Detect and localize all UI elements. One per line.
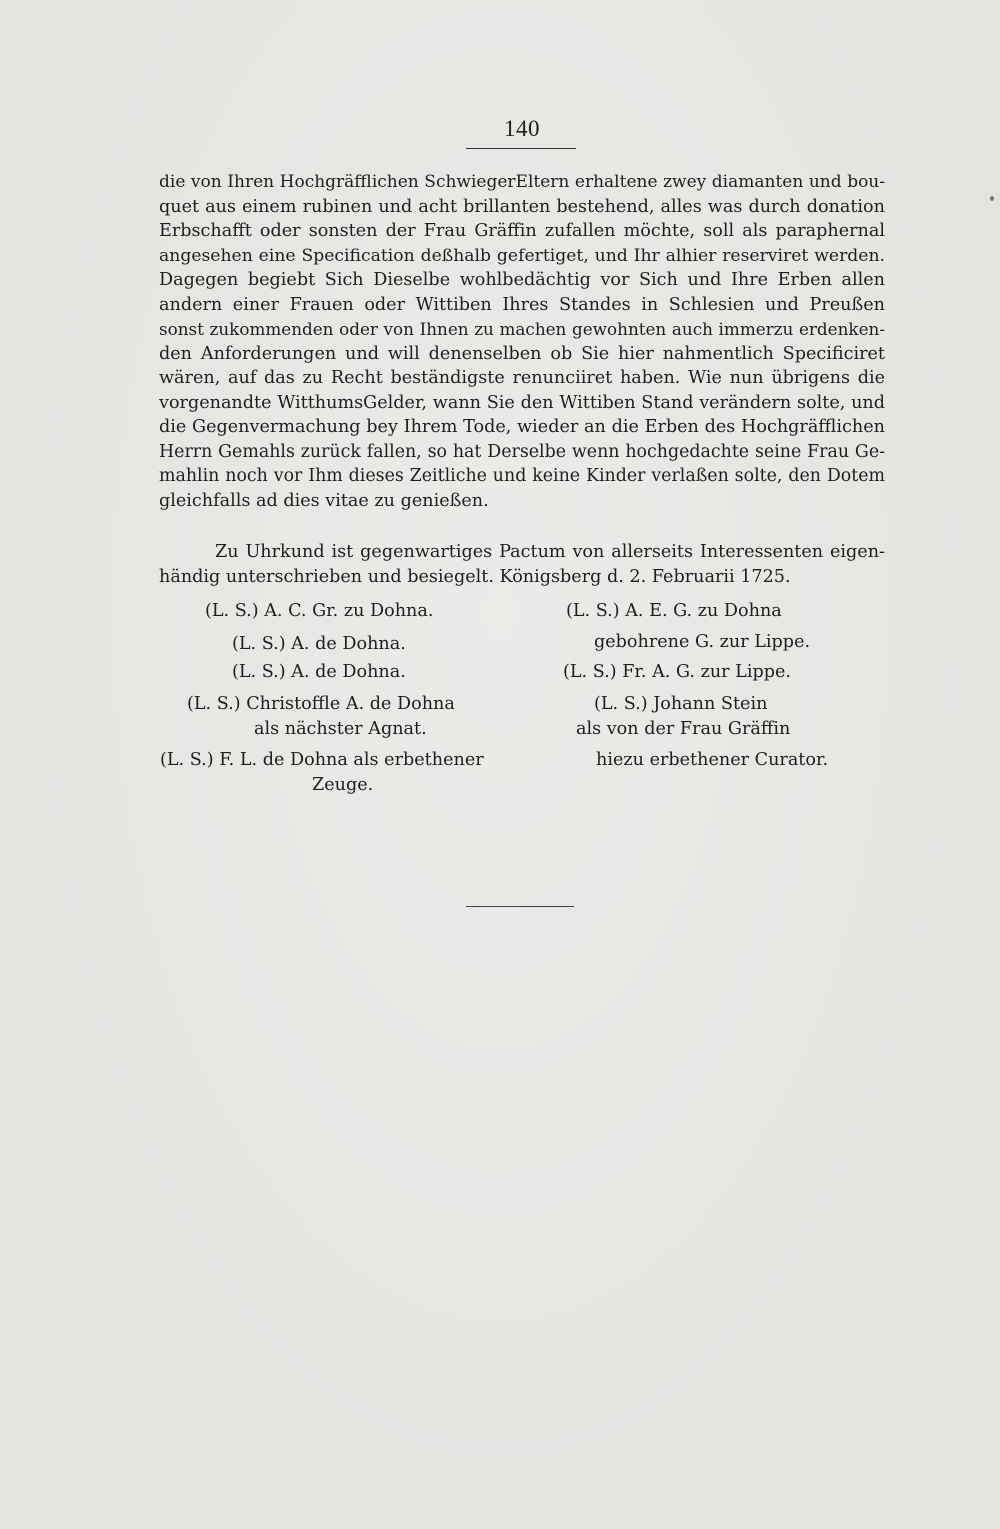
text-line: gleichfalls ad dies vitae zu genießen. xyxy=(159,490,489,511)
text-line: Erbschafft oder sonsten der Frau Gräffin zufallen möchte, soll als paraphernal xyxy=(159,221,885,241)
text-line: die von Ihren Hochgräfflichen SchwiegerEltern erhaltene zwey diamanten und bou- xyxy=(159,172,885,192)
signature-left-1: (L. S.) A. C. Gr. zu Dohna. xyxy=(205,601,434,621)
text-line: quet aus einem rubinen und acht brillanten bestehend, alles was durch donation xyxy=(159,196,885,217)
signature-left-2: (L. S.) A. de Dohna. xyxy=(232,634,406,654)
signature-right-2: (L. S.) Fr. A. G. zur Lippe. xyxy=(563,662,792,682)
signature-right-3-note-2: hiezu erbethener Curator. xyxy=(596,750,829,770)
text-line: sonst zukommenden oder von Ihnen zu machen gewohnten auch immerzu erdenken- xyxy=(159,319,885,339)
text-line: mahlin noch vor Ihm dieses Zeitliche und keine Kinder verlaßen solte, den Dotem xyxy=(159,466,885,486)
text-line: andern einer Frauen oder Wittiben Ihres Standes in Schlesien und Preußen xyxy=(159,294,885,315)
paper-speck xyxy=(990,196,994,201)
signature-right-1: (L. S.) A. E. G. zu Dohna xyxy=(566,601,782,621)
text-line: die Gegenvermachung bey Ihrem Tode, wieder an die Erben des Hochgräfflichen xyxy=(159,417,885,437)
text-line: angesehen eine Specification deßhalb gefertiget, und Ihr alhier reserviret werden. xyxy=(159,245,885,266)
signature-right-3: (L. S.) Johann Stein xyxy=(594,694,768,714)
text-line: den Anforderungen und will denenselben ob Sie hier nahmentlich Specificiret xyxy=(159,343,885,364)
signature-right-3-note: als von der Frau Gräffin xyxy=(576,719,791,739)
footer-rule xyxy=(466,906,574,907)
signature-left-4: (L. S.) Christoffle A. de Dohna xyxy=(187,694,455,714)
signature-right-1-note: gebohrene G. zur Lippe. xyxy=(594,632,811,652)
text-line: vorgenandte WitthumsGelder, wann Sie den Wittiben Stand verändern solte, und xyxy=(159,392,885,413)
text-line: händig unterschrieben und besiegelt. Königsberg d. 2. Februarii 1725. xyxy=(159,566,791,587)
text-line: Zu Uhrkund ist gegenwartiges Pactum von allerseits Interessenten eigen- xyxy=(215,542,885,562)
signature-left-3: (L. S.) A. de Dohna. xyxy=(232,662,406,682)
page-number: 140 xyxy=(504,116,540,141)
text-line: Dagegen begiebt Sich Dieselbe wohlbedächtig vor Sich und Ihre Erben allen xyxy=(159,270,885,290)
body-paragraph xyxy=(159,170,885,513)
signature-left-4-note: als nächster Agnat. xyxy=(254,719,427,739)
signature-left-5: (L. S.) F. L. de Dohna als erbethener xyxy=(160,750,484,770)
closing-paragraph xyxy=(159,540,885,589)
signature-left-5-note: Zeuge. xyxy=(312,775,374,795)
header-rule xyxy=(466,148,576,149)
text-line: wären, auf das zu Recht beständigste renunciiret haben. Wie nun übrigens die xyxy=(159,368,885,388)
text-line: Herrn Gemahls zurück fallen, so hat Derselbe wenn hochgedachte seine Frau Ge- xyxy=(159,441,885,462)
